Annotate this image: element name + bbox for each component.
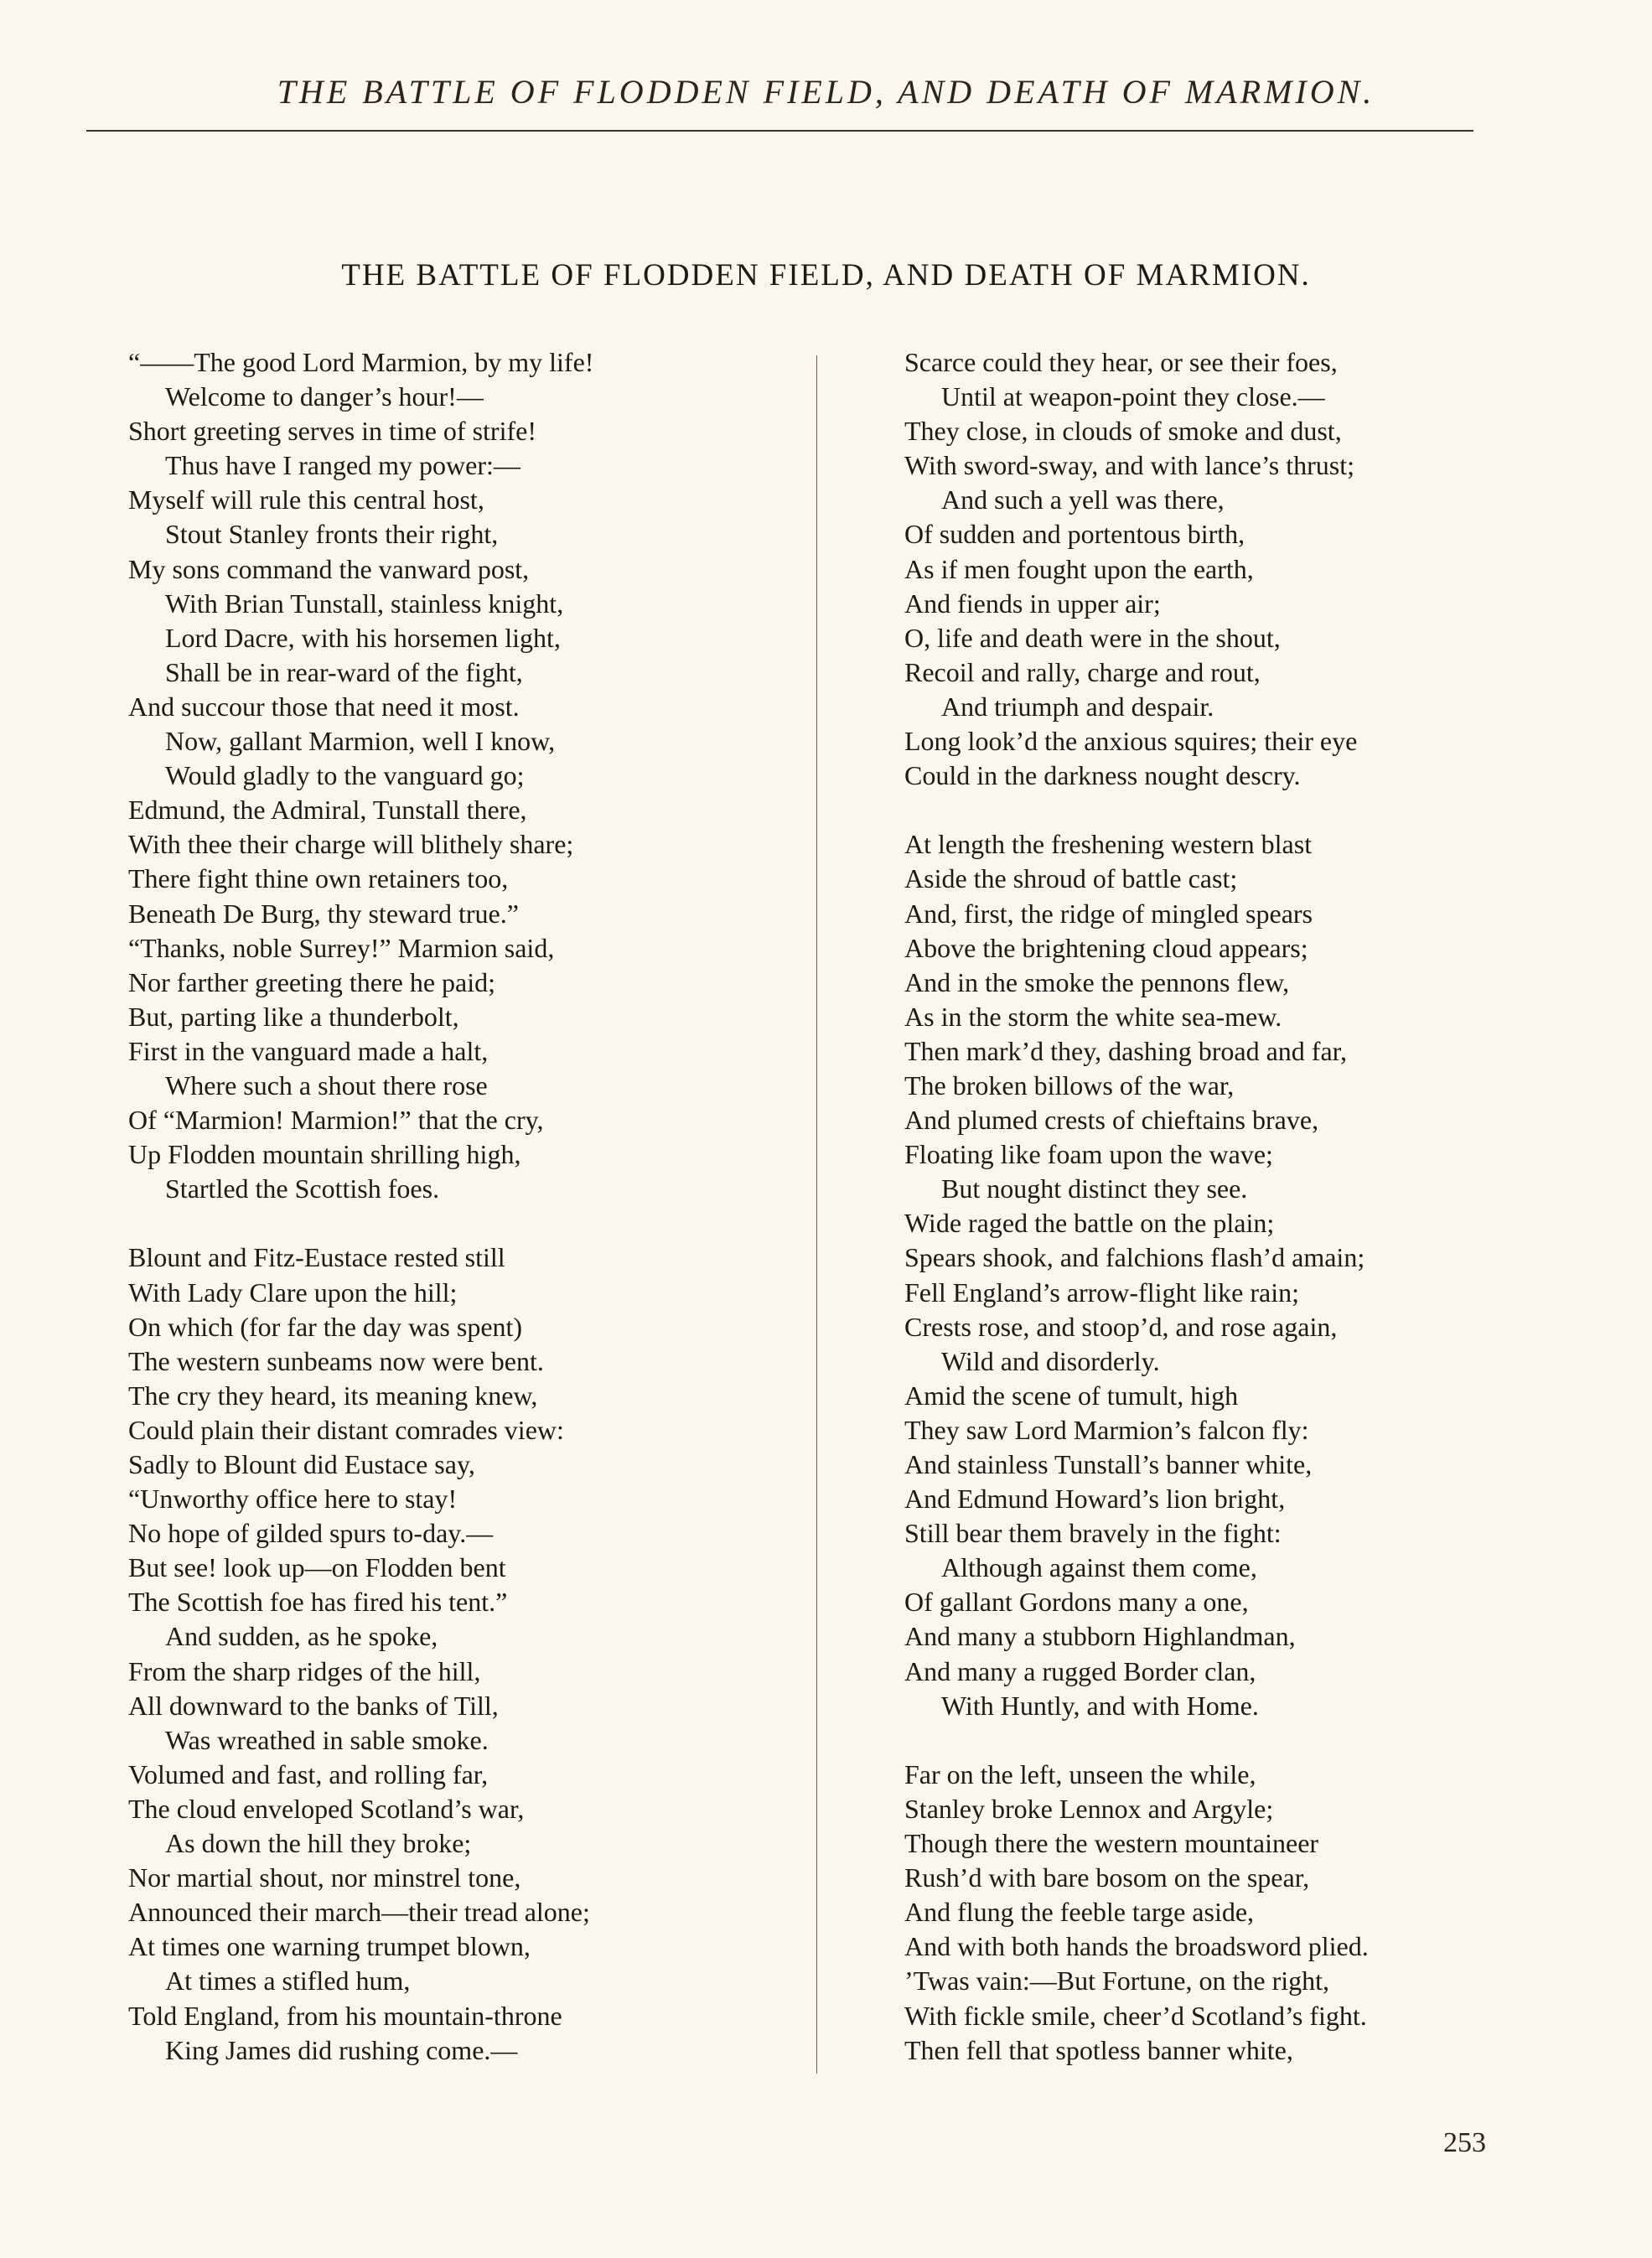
verse-line: ’Twas vain:—But Fortune, on the right,	[904, 1965, 1330, 1996]
stanza-break	[904, 1723, 1369, 1758]
header-rule	[86, 130, 1473, 132]
verse-line: Beneath De Burg, thy steward true.”	[128, 898, 519, 929]
verse-line: At length the freshening western blast	[904, 829, 1313, 860]
poem-right-column	[904, 345, 1369, 2068]
verse-line: With sword-sway, and with lance’s thrust;	[904, 450, 1354, 481]
verse-line: Of “Marmion! Marmion!” that the cry,	[128, 1105, 544, 1136]
verse-line: Nor martial shout, nor minstrel tone,	[128, 1862, 521, 1893]
verse-line: And many a stubborn Highlandman,	[904, 1621, 1296, 1652]
verse-line: Volumed and fast, and rolling far,	[128, 1758, 489, 1789]
verse-line: “Thanks, noble Surrey!” Marmion said,	[128, 932, 555, 963]
verse-line: Wide raged the battle on the plain;	[904, 1208, 1275, 1239]
verse-line: All downward to the banks of Till,	[128, 1690, 499, 1721]
column-divider	[816, 355, 817, 2074]
verse-line: With fickle smile, cheer’d Scotland’s fight.	[904, 2000, 1367, 2031]
verse-line: Though there the western mountaineer	[904, 1828, 1319, 1859]
verse-line: And Edmund Howard’s lion bright,	[904, 1484, 1286, 1515]
verse-line: “——The good Lord Marmion, by my life!	[128, 347, 594, 377]
verse-line: Short greeting serves in time of strife!	[128, 416, 536, 447]
verse-line: And with both hands the broadsword plied.	[904, 1931, 1369, 1962]
verse-line: Of gallant Gordons many a one,	[904, 1587, 1249, 1618]
verse-line: Although against them come,	[941, 1552, 1257, 1583]
page-number: 253	[1443, 2127, 1486, 2158]
verse-line: Could in the darkness nought descry.	[904, 760, 1301, 791]
verse-line: My sons command the vanward post,	[128, 553, 530, 584]
verse-line: And succour those that need it most.	[128, 691, 520, 722]
verse-line: Still bear them bravely in the fight:	[904, 1518, 1282, 1549]
verse-line: Could plain their distant comrades view:	[128, 1414, 564, 1445]
verse-line: Announced their march—their tread alone;	[128, 1897, 590, 1928]
verse-line: But see! look up—on Flodden bent	[128, 1552, 506, 1583]
verse-line: As in the storm the white sea-mew.	[904, 1001, 1282, 1032]
verse-line: Stanley broke Lennox and Argyle;	[904, 1793, 1274, 1824]
verse-line: They close, in clouds of smoke and dust,	[904, 416, 1342, 447]
verse-line: At times a stifled hum,	[165, 1965, 411, 1996]
verse-line: Until at weapon-point they close.—	[941, 381, 1325, 412]
verse-line: And fiends in upper air;	[904, 588, 1161, 619]
verse-line: Above the brightening cloud appears;	[904, 932, 1308, 963]
verse-line: Was wreathed in sable smoke.	[165, 1724, 489, 1755]
running-head: THE BATTLE OF FLODDEN FIELD, AND DEATH OF MARMION.	[277, 73, 1375, 111]
verse-line: Floating like foam upon the wave;	[904, 1139, 1273, 1170]
verse-line: The broken billows of the war,	[904, 1069, 1235, 1101]
verse-line: Rush’d with bare bosom on the spear,	[904, 1862, 1310, 1893]
verse-line: As down the hill they broke;	[165, 1828, 472, 1859]
verse-line: Then fell that spotless banner white,	[904, 2034, 1293, 2065]
stanza-break	[904, 793, 1369, 827]
verse-line: “Unworthy office here to stay!	[128, 1484, 458, 1515]
verse-line: With Brian Tunstall, stainless knight,	[165, 588, 564, 619]
verse-line: Up Flodden mountain shrilling high,	[128, 1139, 521, 1170]
verse-line: And sudden, as he spoke,	[165, 1621, 438, 1652]
verse-line: Myself will rule this central host,	[128, 484, 484, 515]
verse-line: King James did rushing come.—	[165, 2034, 518, 2065]
verse-line: And in the smoke the pennons flew,	[904, 966, 1290, 997]
verse-line: Fell England’s arrow-flight like rain;	[904, 1277, 1299, 1308]
verse-line: First in the vanguard made a halt,	[128, 1035, 489, 1066]
verse-line: The cry they heard, its meaning knew,	[128, 1380, 538, 1411]
verse-line: Recoil and rally, charge and rout,	[904, 656, 1261, 687]
verse-line: Stout Stanley fronts their right,	[165, 519, 499, 550]
verse-line: Scarce could they hear, or see their foes,	[904, 347, 1338, 377]
verse-line: Where such a shout there rose	[165, 1069, 488, 1101]
verse-line: Thus have I ranged my power:—	[165, 450, 520, 481]
verse-line: Then mark’d they, dashing broad and far,	[904, 1035, 1348, 1066]
verse-line: With Lady Clare upon the hill;	[128, 1277, 458, 1308]
verse-line: With Huntly, and with Home.	[941, 1690, 1259, 1721]
verse-line: Wild and disorderly.	[941, 1345, 1160, 1376]
verse-line: Aside the shroud of battle cast;	[904, 863, 1238, 894]
poem-left-column	[128, 345, 593, 2068]
verse-line: And many a rugged Border clan,	[904, 1655, 1256, 1686]
verse-line: But, parting like a thunderbolt,	[128, 1001, 459, 1032]
verse-line: The western sunbeams now were bent.	[128, 1345, 544, 1376]
verse-line: From the sharp ridges of the hill,	[128, 1655, 481, 1686]
verse-line: Spears shook, and falchions flash’d amain;	[904, 1242, 1365, 1273]
verse-line: Amid the scene of tumult, high	[904, 1380, 1239, 1411]
verse-line: As if men fought upon the earth,	[904, 553, 1254, 584]
verse-line: The Scottish foe has fired his tent.”	[128, 1587, 508, 1618]
verse-line: Far on the left, unseen the while,	[904, 1758, 1256, 1789]
verse-line: But nought distinct they see.	[941, 1173, 1248, 1204]
verse-line: Told England, from his mountain-throne	[128, 2000, 562, 2031]
verse-line: Welcome to danger’s hour!—	[165, 381, 484, 412]
verse-line: They saw Lord Marmion’s falcon fly:	[904, 1414, 1309, 1445]
verse-line: And stainless Tunstall’s banner white,	[904, 1449, 1313, 1479]
verse-line: Blount and Fitz-Eustace rested still	[128, 1242, 505, 1273]
verse-line: Long look’d the anxious squires; their eye	[904, 726, 1358, 757]
poem-title: THE BATTLE OF FLODDEN FIELD, AND DEATH OF MARMION.	[341, 258, 1311, 293]
verse-line: Would gladly to the vanguard go;	[165, 760, 525, 791]
stanza-break	[128, 1206, 593, 1240]
verse-line: The cloud enveloped Scotland’s war,	[128, 1793, 525, 1824]
verse-line: No hope of gilded spurs to-day.—	[128, 1518, 494, 1549]
verse-line: Crests rose, and stoop’d, and rose again,	[904, 1311, 1338, 1342]
verse-line: Edmund, the Admiral, Tunstall there,	[128, 795, 527, 826]
verse-line: And triumph and despair.	[941, 691, 1214, 722]
verse-line: Shall be in rear-ward of the fight,	[165, 656, 523, 687]
verse-line: Now, gallant Marmion, well I know,	[165, 726, 556, 757]
verse-line: And, first, the ridge of mingled spears	[904, 898, 1313, 929]
verse-line: There fight thine own retainers too,	[128, 863, 509, 894]
verse-line: At times one warning trumpet blown,	[128, 1931, 531, 1962]
verse-line: With thee their charge will blithely share;	[128, 829, 574, 860]
verse-line: On which (for far the day was spent)	[128, 1311, 523, 1342]
verse-line: Nor farther greeting there he paid;	[128, 966, 496, 997]
verse-line: O, life and death were in the shout,	[904, 622, 1281, 653]
verse-line: Sadly to Blount did Eustace say,	[128, 1449, 475, 1479]
verse-line: And such a yell was there,	[941, 484, 1225, 515]
verse-line: And plumed crests of chieftains brave,	[904, 1105, 1319, 1136]
verse-line: And flung the feeble targe aside,	[904, 1897, 1255, 1928]
verse-line: Of sudden and portentous birth,	[904, 519, 1245, 550]
verse-line: Lord Dacre, with his horsemen light,	[165, 622, 561, 653]
verse-line: Startled the Scottish foes.	[165, 1173, 440, 1204]
